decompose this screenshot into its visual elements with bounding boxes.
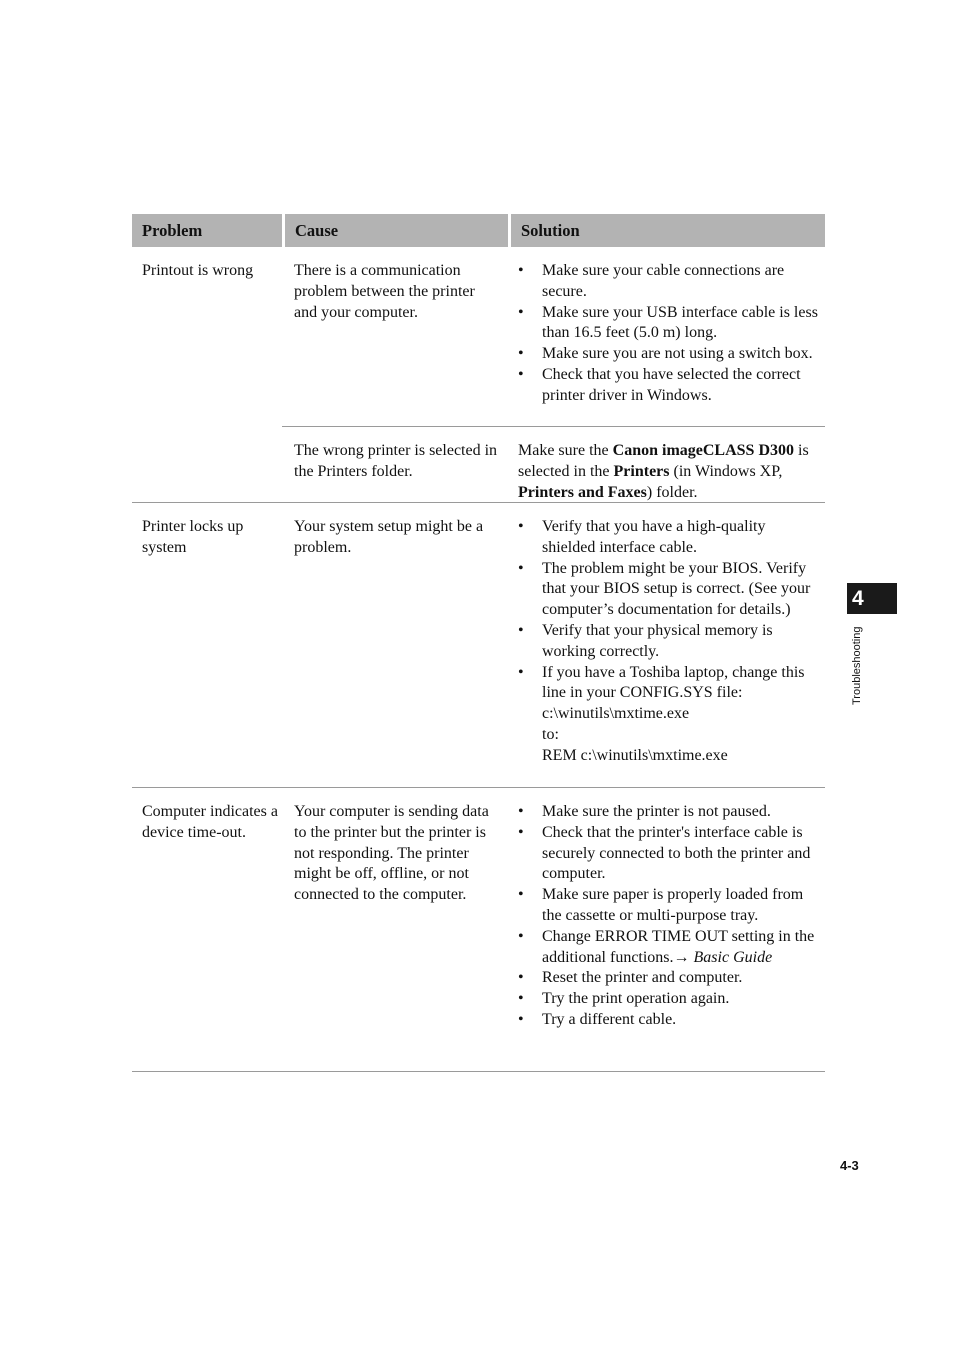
table-row	[132, 502, 825, 787]
cause-cell: Your system setup might be a problem.	[294, 518, 484, 556]
list-item: • Check that you have selected the correct printer driver in Windows.	[518, 365, 801, 404]
troubleshooting-table	[132, 214, 825, 1072]
bullet-icon: •	[518, 345, 524, 363]
bullet-icon: •	[518, 927, 524, 945]
table-header	[132, 214, 825, 247]
list-item: • Try the print operation again.	[518, 989, 819, 1010]
bullet-icon: •	[518, 823, 524, 841]
bullet-icon: •	[518, 262, 524, 279]
bullet-icon: •	[518, 303, 524, 321]
bullet-icon: •	[518, 365, 524, 383]
bullet-icon: •	[518, 1010, 524, 1028]
list-item: • Make sure your USB interface cable is less than 16.5 feet (5.0 m) long.	[518, 303, 818, 342]
arrow-right-icon: →	[673, 948, 690, 966]
bullet-icon: •	[518, 990, 524, 1008]
solution-cell	[508, 247, 825, 426]
list-item: • The problem might be your BIOS. Verify that your BIOS setup is correct. (See your computer’s documentation for details.)	[518, 559, 811, 619]
list-item: • Make sure you are not using a switch box.	[518, 344, 819, 365]
cause-cell: The wrong printer is selected in the Printers folder.	[294, 442, 498, 480]
bullet-icon: •	[518, 803, 524, 820]
header-cause: Cause	[285, 214, 508, 247]
problem-cell: Printer locks up system	[142, 518, 244, 556]
list-item: • Verify that you have a high-quality shielded interface cable.	[518, 518, 766, 556]
table-bottom-rule	[132, 1071, 825, 1072]
table-row	[132, 247, 825, 502]
list-item: • If you have a Toshiba laptop, change this line in your CONFIG.SYS file: c:\winutils\mxtime.exe to: REM c:\winutils\mxtime.exe	[518, 663, 805, 764]
table-row	[132, 787, 825, 1071]
cause-cell: Your computer is sending data to the printer but the printer is not responding. The printer might be off, offline, or not connected to the computer.	[294, 803, 489, 904]
solution-cell	[508, 503, 825, 787]
solution-cell: Make sure the Canon imageCLASS D300 is selected in the Printers (in Windows XP, Printers and Faxes) folder.	[518, 442, 809, 501]
list-item: • Reset the printer and computer.	[518, 968, 819, 989]
list-item: • Check that the printer's interface cable is securely connected to both the printer and computer.	[518, 823, 811, 883]
chapter-label: Troubleshooting	[851, 626, 863, 705]
solution-cell	[508, 788, 825, 1071]
bullet-icon: •	[518, 621, 524, 639]
problem-cell: Printout is wrong	[142, 262, 254, 279]
problem-cell: Computer indicates a device time-out.	[142, 803, 278, 841]
bullet-icon: •	[518, 518, 524, 535]
list-item: • Verify that your physical memory is working correctly.	[518, 621, 773, 660]
basic-guide-reference: Basic Guide	[693, 948, 773, 966]
page-number: 4-3	[840, 1158, 859, 1173]
bullet-icon: •	[518, 886, 524, 904]
list-item: • Change ERROR TIME OUT setting in the additional functions.→ Basic Guide	[518, 927, 815, 966]
list-item: • Make sure the printer is not paused.	[518, 802, 819, 823]
list-item: • Make sure your cable connections are secure.	[518, 262, 785, 300]
chapter-tab: 4	[847, 583, 897, 614]
bullet-icon: •	[518, 559, 524, 577]
list-item: • Make sure paper is properly loaded from the cassette or multi-purpose tray.	[518, 886, 804, 924]
header-problem: Problem	[132, 214, 282, 247]
list-item: • Try a different cable.	[518, 1010, 819, 1031]
bullet-icon: •	[518, 663, 524, 681]
bullet-icon: •	[518, 969, 524, 987]
header-solution: Solution	[511, 214, 825, 247]
cause-cell: There is a communication problem between the printer and your computer.	[294, 262, 475, 321]
